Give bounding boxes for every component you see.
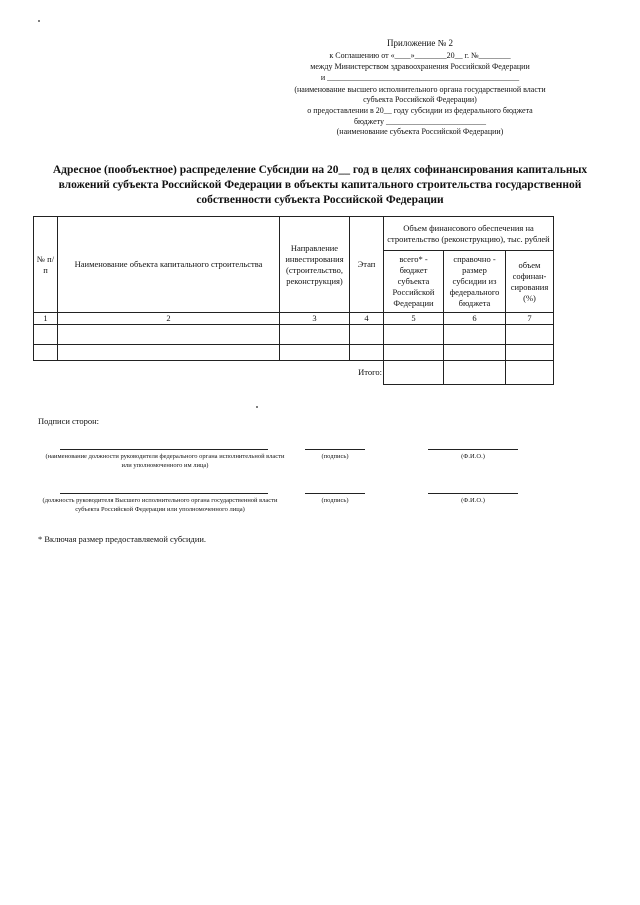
column-number: 6 xyxy=(444,313,506,325)
column-number: 4 xyxy=(350,313,384,325)
signature-line xyxy=(305,493,365,494)
col-header-volume: Объем финансового обеспечения на строительство (реконструкцию), тыс. рублей xyxy=(384,217,554,251)
table-cell xyxy=(58,345,280,361)
table-row xyxy=(34,345,554,361)
signature-caption: (подпись) xyxy=(321,497,349,504)
federal-position-caption: (наименование должности руководителя федерального органа исполнительной власти или уполномоченного им лица) xyxy=(45,453,285,469)
ministry-line: между Министерством здравоохранения Российской Федерации xyxy=(310,62,530,71)
budget-line: бюджету _________________________ xyxy=(353,117,487,126)
total-cell xyxy=(444,361,506,385)
document-title: Адресное (пообъектное) распределение Субсидии на 20__ год в целях софинансирования капитальных вложений субъекта Российской Федерации в объекты капитального строительства государственной собственности субъекта Российской Федерации xyxy=(52,164,588,206)
signatures-heading: Подписи сторон: xyxy=(38,416,100,426)
signature-line xyxy=(428,449,518,450)
column-number-row xyxy=(34,313,554,325)
subsidy-line: о предоставлении в 20__ году субсидии из федерального бюджета xyxy=(307,106,533,115)
table-cell xyxy=(34,325,58,345)
total-cell xyxy=(384,361,444,385)
col-header-stage: Этап xyxy=(350,217,384,313)
col-header-cofinancing-share: объем софинан-сирования (%) xyxy=(506,251,554,313)
table-cell xyxy=(350,325,384,345)
total-row xyxy=(34,361,554,385)
table-cell xyxy=(384,345,444,361)
distribution-table xyxy=(33,216,554,385)
authority-caption-2: субъекта Российской Федерации) xyxy=(363,95,477,104)
table-cell xyxy=(384,325,444,345)
col-header-federal-subsidy: справочно - размер субсидии из федерального бюджета xyxy=(444,251,506,313)
scan-speck xyxy=(38,20,40,22)
col-header-direction: Направление инвестирования (строительство, реконструкция) xyxy=(280,217,350,313)
agreement-line: к Соглашению от «____»________20__ г. №________ xyxy=(329,51,511,60)
col-header-object-name: Наименование объекта капитального строительства xyxy=(58,217,280,313)
signature-line xyxy=(60,449,268,450)
table-row xyxy=(34,325,554,345)
authority-caption: (наименование высшего исполнительного органа государственной власти xyxy=(294,85,546,94)
fio-caption: (Ф.И.О.) xyxy=(461,453,485,460)
col-header-number: № п/п xyxy=(34,217,58,313)
table-cell xyxy=(34,345,58,361)
table-cell xyxy=(350,345,384,361)
column-number: 5 xyxy=(384,313,444,325)
table-cell xyxy=(444,345,506,361)
total-label: Итого: xyxy=(358,367,382,378)
table-cell xyxy=(280,325,350,345)
footnote: * Включая размер предоставляемой субсидии. xyxy=(38,534,207,544)
fio-caption: (Ф.И.О.) xyxy=(461,497,485,504)
column-number: 3 xyxy=(280,313,350,325)
signature-caption: (подпись) xyxy=(321,453,349,460)
and-line: и ________________________________________________ xyxy=(320,73,520,82)
subject-caption: (наименование субъекта Российской Федерации) xyxy=(336,127,504,136)
total-cell xyxy=(506,361,554,385)
scan-speck xyxy=(256,406,258,408)
signature-line xyxy=(305,449,365,450)
table-cell xyxy=(444,325,506,345)
regional-position-caption: (должность руководителя Высшего исполнительного органа государственной власти субъекта Российской Федерации или уполномоченного лица) xyxy=(42,497,278,513)
table-cell xyxy=(58,325,280,345)
annex-label: Приложение № 2 xyxy=(387,38,453,48)
col-header-total: всего* - бюджет субъекта Российской Федерации xyxy=(384,251,444,313)
table-cell xyxy=(506,345,554,361)
column-number: 1 xyxy=(34,313,58,325)
column-number: 7 xyxy=(506,313,554,325)
signature-line xyxy=(428,493,518,494)
table-cell xyxy=(506,325,554,345)
column-number: 2 xyxy=(58,313,280,325)
signature-line xyxy=(60,493,268,494)
table-cell xyxy=(280,345,350,361)
